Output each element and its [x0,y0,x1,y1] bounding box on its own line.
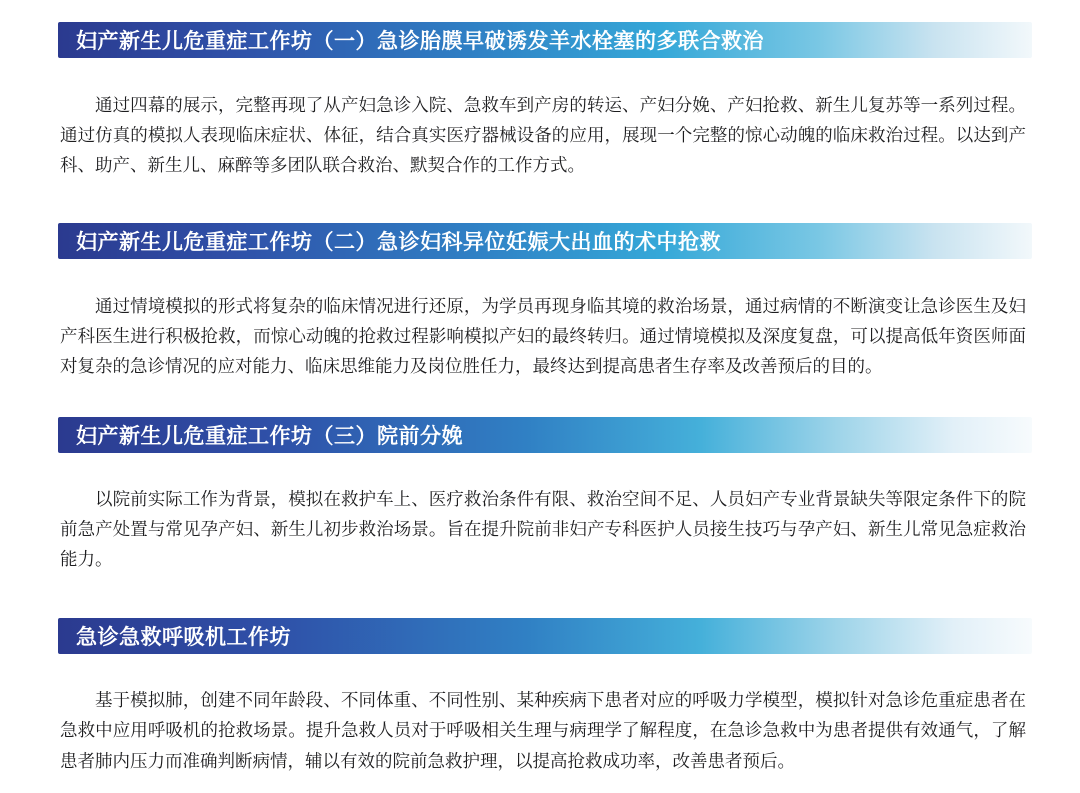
section-workshop-3 [58,417,1032,592]
section-title-1: 妇产新生儿危重症工作坊（一）急诊胎膜早破诱发羊水栓塞的多联合救治 [76,30,764,53]
section-title-2: 妇产新生儿危重症工作坊（二）急诊妇科异位妊娠大出血的术中抢救 [76,231,721,255]
section-header-2 [58,223,1032,259]
section-header-1 [58,22,1032,58]
section-header-4 [58,618,1032,654]
section-body-2: 通过情境模拟的形式将复杂的临床情况进行还原，为学员再现身临其境的救治场景，通过病情的不断演变让急诊医生及妇产科医生进行积极抢救，而惊心动魄的抢救过程影响模拟产妇的最终转归。通过情境模拟及深度复盘，可以提高低年资医师面对复杂的急诊情况的应对能力、临床思维能力及岗位胜任力，最终达到提高患者生存率及改善预后的目的。 [60,295,1026,376]
section-title-3: 妇产新生儿危重症工作坊（三）院前分娩 [76,424,463,448]
section-workshop-2 [58,223,1032,398]
section-body-4: 基于模拟肺，创建不同年龄段、不同体重、不同性别、某种疾病下患者对应的呼吸力学模型，模拟针对急诊危重症患者在急救中应用呼吸机的抢救场景。提升急救人员对于呼吸相关生理与病理学了解程度，在急诊急救中为患者提供有效通气，了解患者肺内压力而准确判断病情，辅以有效的院前急救护理，以提高抢救成功率，改善患者预后。 [60,690,1026,771]
section-body-1: 通过四幕的展示，完整再现了从产妇急诊入院、急救车到产房的转运、产妇分娩、产妇抢救、新生儿复苏等一系列过程。通过仿真的模拟人表现临床症状、体征，结合真实医疗器械设备的应用，展现一个完整的惊心动魄的临床救治过程。以达到产科、助产、新生儿、麻醉等多团队联合救治、默契合作的工作方式。 [60,94,1026,175]
section-workshop-4 [58,618,1032,793]
section-workshop-1 [58,22,1032,197]
section-title-4: 急诊急救呼吸机工作坊 [76,625,291,649]
section-header-3 [58,417,1032,453]
section-body-3: 以院前实际工作为背景，模拟在救护车上、医疗救治条件有限、救治空间不足、人员妇产专业背景缺失等限定条件下的院前急产处置与常见孕产妇、新生儿初步救治场景。旨在提升院前非妇产专科医护人员接生技巧与孕产妇、新生儿常见急症救治能力。 [60,489,1026,570]
